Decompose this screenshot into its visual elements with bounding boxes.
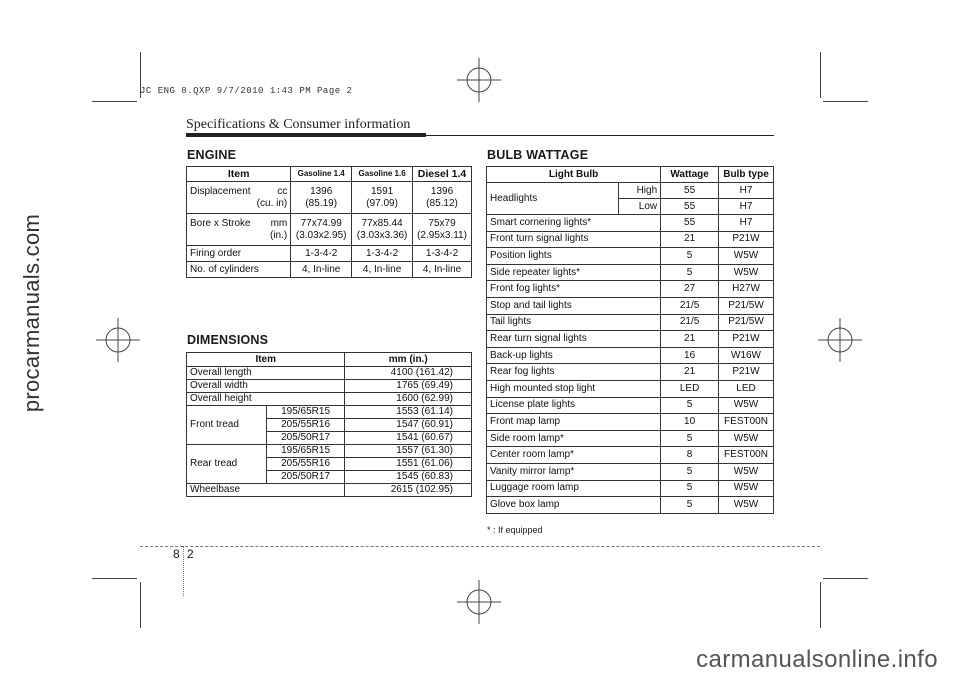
- engine-title: ENGINE: [187, 148, 237, 162]
- table-row: [487, 480, 774, 497]
- headlights-label: Headlights: [487, 183, 619, 215]
- bulb-header-light-bulb: Light Bulb: [487, 167, 661, 183]
- table-row: [487, 314, 774, 331]
- dimensions-table: [186, 352, 472, 497]
- engine-value: 77x85.44 (3.03x3.36): [352, 214, 413, 246]
- chapter-number: 8: [173, 547, 180, 561]
- bulb-wattage: 21: [661, 364, 719, 381]
- engine-value: 4, In-line: [352, 262, 413, 278]
- table-row: [487, 380, 774, 397]
- beam-label: High: [619, 183, 661, 199]
- bulb-name: Side repeater lights*: [487, 264, 661, 281]
- dimensions-header-item: Item: [187, 353, 345, 367]
- engine-value: 1396 (85.12): [413, 182, 472, 214]
- engine-value: 1396 (85.19): [291, 182, 352, 214]
- footnote: * : If equipped: [487, 525, 543, 535]
- bulb-type: P21/5W: [719, 297, 774, 314]
- engine-item: Firing order: [187, 246, 291, 262]
- bulb-wattage: LED: [661, 380, 719, 397]
- bulb-name: Front fog lights*: [487, 281, 661, 298]
- bulb-wattage: 5: [661, 248, 719, 265]
- bulb-type: H7: [719, 215, 774, 232]
- table-row: [487, 281, 774, 298]
- engine-table: [186, 166, 472, 278]
- table-row: [487, 248, 774, 265]
- table-row: [187, 380, 472, 393]
- bulb-wattage: 5: [661, 463, 719, 480]
- bulb-name: Smart cornering lights*: [487, 215, 661, 232]
- dimension-value: 1547 (60.91): [345, 419, 472, 432]
- bulb-type: P21/5W: [719, 314, 774, 331]
- registration-target-icon: [457, 58, 501, 102]
- table-row: [487, 364, 774, 381]
- table-row: [187, 367, 472, 380]
- bulb-name: Back-up lights: [487, 347, 661, 364]
- engine-value: 77x74.99 (3.03x2.95): [291, 214, 352, 246]
- tire-size: 205/55R16: [266, 419, 345, 432]
- bulb-type: W5W: [719, 497, 774, 514]
- bulb-type: H7: [719, 183, 774, 199]
- table-row: [187, 406, 472, 419]
- table-row: [187, 214, 472, 246]
- engine-value: 4, In-line: [291, 262, 352, 278]
- table-row: [487, 497, 774, 514]
- dimension-value: 4100 (161.42): [345, 367, 472, 380]
- bulb-type: W5W: [719, 397, 774, 414]
- table-row: [187, 246, 472, 262]
- dimension-value: 1553 (61.14): [345, 406, 472, 419]
- bulb-type: P21W: [719, 231, 774, 248]
- dimensions-header-mm: mm (in.): [345, 353, 472, 367]
- bulb-type: H27W: [719, 281, 774, 298]
- bottom-watermark: carmanualsonline.info: [696, 646, 938, 673]
- bulb-wattage: 21/5: [661, 314, 719, 331]
- bulb-wattage: 5: [661, 480, 719, 497]
- bulb-type: P21W: [719, 331, 774, 348]
- bulb-name: Stop and tail lights: [487, 297, 661, 314]
- rear-tread-label: Rear tread: [187, 445, 267, 484]
- table-row: [487, 331, 774, 348]
- bulb-type: W16W: [719, 347, 774, 364]
- bulb-wattage-title: BULB WATTAGE: [487, 148, 589, 162]
- engine-item: Displacement cc (cu. in): [187, 182, 291, 214]
- dimension-value: 1600 (62.99): [345, 393, 472, 406]
- bulb-wattage: 5: [661, 264, 719, 281]
- bulb-name: Vanity mirror lamp*: [487, 463, 661, 480]
- bulb-wattage: 5: [661, 497, 719, 514]
- bulb-type: P21W: [719, 364, 774, 381]
- bulb-type: FEST00N: [719, 414, 774, 431]
- engine-value: 1-3-4-2: [352, 246, 413, 262]
- bulb-name: Rear turn signal lights: [487, 331, 661, 348]
- bulb-header-bulb-type: Bulb type: [719, 167, 774, 183]
- dimensions-title: DIMENSIONS: [187, 333, 269, 347]
- table-row: [187, 262, 472, 278]
- dimension-item: Overall width: [187, 380, 345, 393]
- bulb-name: Center room lamp*: [487, 447, 661, 464]
- table-row: [187, 484, 472, 497]
- table-row: [187, 393, 472, 406]
- table-row: [487, 447, 774, 464]
- bulb-wattage: 10: [661, 414, 719, 431]
- bulb-wattage: 21/5: [661, 297, 719, 314]
- engine-header-gasoline-16: Gasoline 1.6: [352, 167, 413, 182]
- dimension-value: 1557 (61.30): [345, 445, 472, 458]
- bulb-type: W5W: [719, 264, 774, 281]
- engine-item: Bore x Stroke mm (in.): [187, 214, 291, 246]
- bulb-header-wattage: Wattage: [661, 167, 719, 183]
- registration-target-icon: [818, 318, 862, 362]
- front-tread-label: Front tread: [187, 406, 267, 445]
- dimension-value: 1545 (60.83): [345, 471, 472, 484]
- bulb-name: Position lights: [487, 248, 661, 265]
- table-row: [487, 414, 774, 431]
- bulb-wattage-table: [486, 166, 774, 514]
- dimension-value: 1541 (60.67): [345, 432, 472, 445]
- bulb-name: License plate lights: [487, 397, 661, 414]
- engine-value: 1-3-4-2: [413, 246, 472, 262]
- footer-separator: [183, 546, 185, 596]
- table-row: [487, 297, 774, 314]
- registration-target-icon: [96, 318, 140, 362]
- bulb-type: H7: [719, 199, 774, 215]
- bulb-name: Side room lamp*: [487, 430, 661, 447]
- engine-header-item: Item: [187, 167, 291, 182]
- registration-target-icon: [457, 580, 501, 624]
- dimension-item: Overall height: [187, 393, 345, 406]
- bulb-wattage: 5: [661, 397, 719, 414]
- tire-size: 195/65R15: [266, 445, 345, 458]
- bulb-wattage: 16: [661, 347, 719, 364]
- bulb-wattage: 21: [661, 331, 719, 348]
- dimension-item: Wheelbase: [187, 484, 345, 497]
- table-row: [487, 264, 774, 281]
- bulb-name: Rear fog lights: [487, 364, 661, 381]
- engine-value: 4, In-line: [413, 262, 472, 278]
- engine-value: 75x79 (2.95x3.11): [413, 214, 472, 246]
- print-slug: JC ENG 8.QXP 9/7/2010 1:43 PM Page 2: [140, 86, 353, 96]
- bulb-wattage: 21: [661, 231, 719, 248]
- tire-size: 205/50R17: [266, 432, 345, 445]
- bulb-type: FEST00N: [719, 447, 774, 464]
- bulb-wattage: 55: [661, 183, 719, 199]
- bulb-wattage: 55: [661, 199, 719, 215]
- bulb-name: Luggage room lamp: [487, 480, 661, 497]
- bulb-name: Front turn signal lights: [487, 231, 661, 248]
- bulb-name: Glove box lamp: [487, 497, 661, 514]
- engine-value: 1-3-4-2: [291, 246, 352, 262]
- table-row: [487, 215, 774, 232]
- bulb-wattage: 27: [661, 281, 719, 298]
- bulb-type: W5W: [719, 430, 774, 447]
- engine-header-gasoline-14: Gasoline 1.4: [291, 167, 352, 182]
- table-row: [187, 182, 472, 214]
- bulb-wattage: 55: [661, 215, 719, 232]
- side-watermark: procarmanuals.com: [19, 213, 44, 413]
- bulb-wattage: 8: [661, 447, 719, 464]
- bulb-wattage: 5: [661, 430, 719, 447]
- bulb-name: Tail lights: [487, 314, 661, 331]
- tire-size: 195/65R15: [266, 406, 345, 419]
- dimension-value: 1765 (69.49): [345, 380, 472, 393]
- engine-item: No. of cylinders: [187, 262, 291, 278]
- dimension-value: 1551 (61.06): [345, 458, 472, 471]
- footer-dotted-rule: [140, 546, 820, 547]
- table-row: [187, 445, 472, 458]
- page-header-title: Specifications & Consumer information: [186, 117, 411, 132]
- dimension-item: Overall length: [187, 367, 345, 380]
- bulb-type: LED: [719, 380, 774, 397]
- table-row: [487, 397, 774, 414]
- page-number: 2: [187, 547, 194, 561]
- table-row: [487, 430, 774, 447]
- table-row: [487, 231, 774, 248]
- beam-label: Low: [619, 199, 661, 215]
- bulb-type: W5W: [719, 480, 774, 497]
- table-row: [487, 347, 774, 364]
- dimension-value: 2615 (102.95): [345, 484, 472, 497]
- bulb-type: W5W: [719, 463, 774, 480]
- bulb-name: Front map lamp: [487, 414, 661, 431]
- engine-value: 1591 (97.09): [352, 182, 413, 214]
- engine-header-diesel-14: Diesel 1.4: [413, 167, 472, 182]
- tire-size: 205/50R17: [266, 471, 345, 484]
- table-row: [487, 183, 774, 199]
- table-row: [487, 463, 774, 480]
- bulb-name: High mounted stop light: [487, 380, 661, 397]
- tire-size: 205/55R16: [266, 458, 345, 471]
- bulb-type: W5W: [719, 248, 774, 265]
- header-bar: [186, 133, 426, 137]
